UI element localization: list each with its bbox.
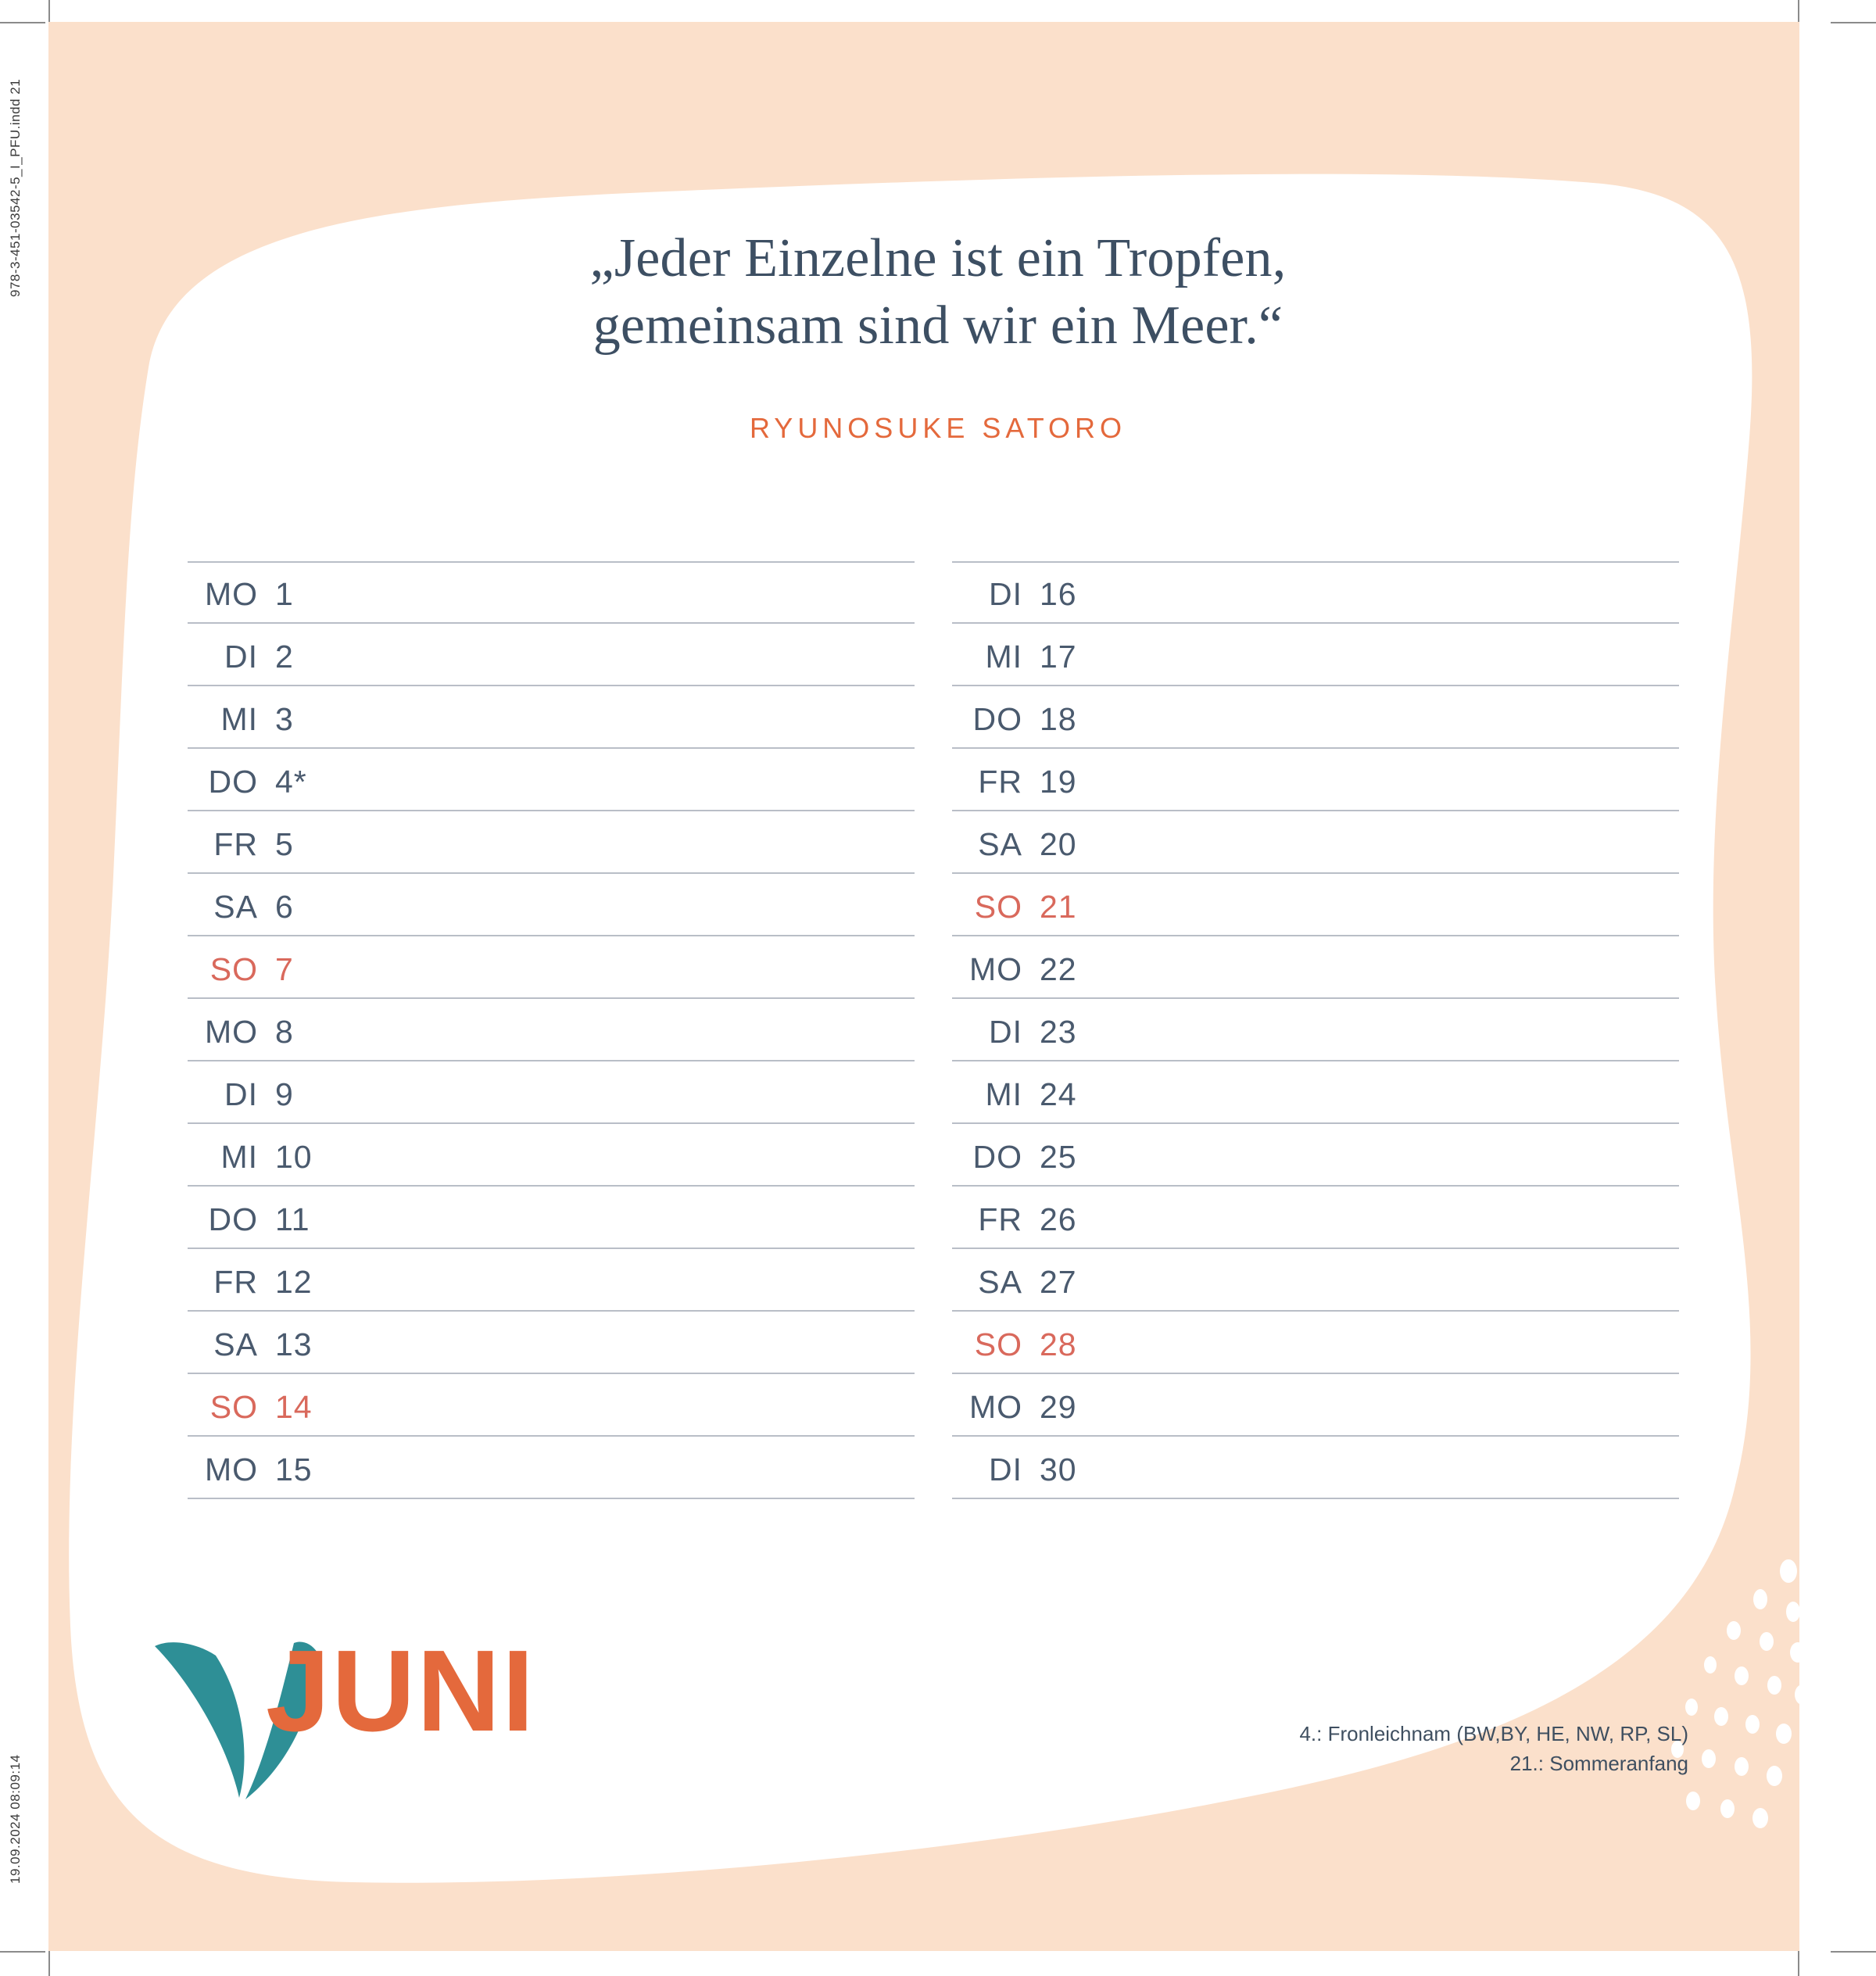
day-row[interactable] (188, 1249, 915, 1312)
day-of-week-label: SO (209, 1389, 258, 1425)
day-of-week-label: MO (204, 1452, 258, 1487)
day-of-week-label: DO (972, 1139, 1022, 1175)
day-row[interactable] (952, 1374, 1679, 1437)
day-of-week-label: MI (220, 701, 258, 737)
day-number-label: 20 (1040, 826, 1077, 862)
quote-author: RYUNOSUKE SATORO (749, 412, 1127, 444)
day-of-week-label: SA (978, 1264, 1022, 1300)
day-of-week-label: SO (974, 1326, 1022, 1362)
day-number-label: 6 (275, 889, 294, 925)
day-number-label: 2 (275, 639, 294, 675)
day-of-week-label: DO (972, 701, 1022, 737)
day-row[interactable] (952, 1061, 1679, 1124)
day-row[interactable] (952, 749, 1679, 811)
day-number-label: 14 (275, 1389, 313, 1425)
day-of-week-label: MO (204, 1014, 258, 1050)
day-of-week-label: MI (985, 1076, 1022, 1112)
day-row[interactable] (188, 1312, 915, 1374)
day-number-label: 27 (1040, 1264, 1077, 1300)
day-column-right (952, 561, 1679, 1499)
day-row[interactable] (952, 1124, 1679, 1187)
day-of-week-label: MI (985, 639, 1022, 675)
holiday-footnotes (985, 1720, 1688, 1778)
spine-imprint-date: 19.09.2024 08:09:14 (8, 1754, 23, 1884)
day-row[interactable] (952, 1187, 1679, 1249)
day-row[interactable] (952, 936, 1679, 999)
day-number-label: 10 (275, 1139, 313, 1175)
day-number-label: 1 (275, 576, 294, 612)
day-number-label: 3 (275, 701, 294, 737)
day-number-label: 24 (1040, 1076, 1077, 1112)
day-row[interactable] (952, 561, 1679, 624)
day-row[interactable] (952, 874, 1679, 936)
day-number-label: 21 (1040, 889, 1077, 925)
day-number-label: 25 (1040, 1139, 1077, 1175)
day-row[interactable] (188, 686, 915, 749)
day-row[interactable] (952, 811, 1679, 874)
day-row[interactable] (188, 1374, 915, 1437)
day-of-week-label: SO (209, 951, 258, 987)
day-number-label: 11 (275, 1201, 310, 1237)
day-of-week-label: SA (978, 826, 1022, 862)
day-of-week-label: DI (989, 1452, 1022, 1487)
day-row[interactable] (952, 1249, 1679, 1312)
footnote-line: 21.: Sommeranfang (1509, 1751, 1688, 1775)
day-number-label: 4* (275, 764, 307, 800)
day-of-week-label: FR (978, 1201, 1022, 1237)
day-of-week-label: SA (213, 889, 258, 925)
day-of-week-label: FR (978, 764, 1022, 800)
day-row[interactable] (188, 999, 915, 1061)
day-number-label: 18 (1040, 701, 1077, 737)
day-number-label: 28 (1040, 1326, 1077, 1362)
day-column-left (188, 561, 915, 1499)
quote-line-2: gemeinsam sind wir ein Meer.“ (593, 295, 1283, 356)
day-number-label: 23 (1040, 1014, 1077, 1050)
day-number-label: 9 (275, 1076, 294, 1112)
day-of-week-label: DI (989, 1014, 1022, 1050)
day-number-label: 22 (1040, 951, 1077, 987)
day-of-week-label: DI (224, 639, 258, 675)
day-number-label: 26 (1040, 1201, 1077, 1237)
day-number-label: 12 (275, 1264, 313, 1300)
day-of-week-label: MI (220, 1139, 258, 1175)
day-of-week-label: MO (968, 951, 1022, 987)
day-number-label: 15 (275, 1452, 313, 1487)
day-of-week-label: SO (974, 889, 1022, 925)
day-number-label: 16 (1040, 576, 1077, 612)
day-of-week-label: MO (204, 576, 258, 612)
day-row[interactable] (188, 624, 915, 686)
day-row[interactable] (188, 749, 915, 811)
day-row[interactable] (188, 936, 915, 999)
day-row[interactable] (188, 1437, 915, 1499)
month-title: JUNI (266, 1627, 536, 1756)
day-number-label: 17 (1040, 639, 1077, 675)
day-of-week-label: DI (989, 576, 1022, 612)
quote-text (234, 225, 1642, 360)
day-row[interactable] (952, 1437, 1679, 1499)
day-row[interactable] (188, 1124, 915, 1187)
day-row[interactable] (188, 811, 915, 874)
day-of-week-label: DO (208, 1201, 258, 1237)
day-row[interactable] (188, 874, 915, 936)
day-of-week-label: DO (208, 764, 258, 800)
day-row[interactable] (952, 1312, 1679, 1374)
footnote-line: 4.: Fronleichnam (BW,BY, HE, NW, RP, SL) (1299, 1722, 1688, 1745)
day-row[interactable] (952, 624, 1679, 686)
day-number-label: 13 (275, 1326, 313, 1362)
day-row[interactable] (188, 1187, 915, 1249)
day-of-week-label: SA (213, 1326, 258, 1362)
day-number-label: 30 (1040, 1452, 1077, 1487)
day-number-label: 7 (275, 951, 294, 987)
day-of-week-label: FR (213, 826, 258, 862)
day-row[interactable] (952, 999, 1679, 1061)
day-row[interactable] (188, 1061, 915, 1124)
day-number-label: 8 (275, 1014, 294, 1050)
day-number-label: 5 (275, 826, 294, 862)
quote-line-1: „Jeder Einzelne ist ein Tropfen, (589, 228, 1287, 288)
day-of-week-label: MO (968, 1389, 1022, 1425)
spine-imprint-isbn: 978-3-451-03542-5_I_PFU.indd 21 (8, 78, 23, 297)
day-row[interactable] (188, 561, 915, 624)
day-of-week-label: FR (213, 1264, 258, 1300)
day-number-label: 29 (1040, 1389, 1077, 1425)
day-number-label: 19 (1040, 764, 1077, 800)
day-of-week-label: DI (224, 1076, 258, 1112)
day-row[interactable] (952, 686, 1679, 749)
